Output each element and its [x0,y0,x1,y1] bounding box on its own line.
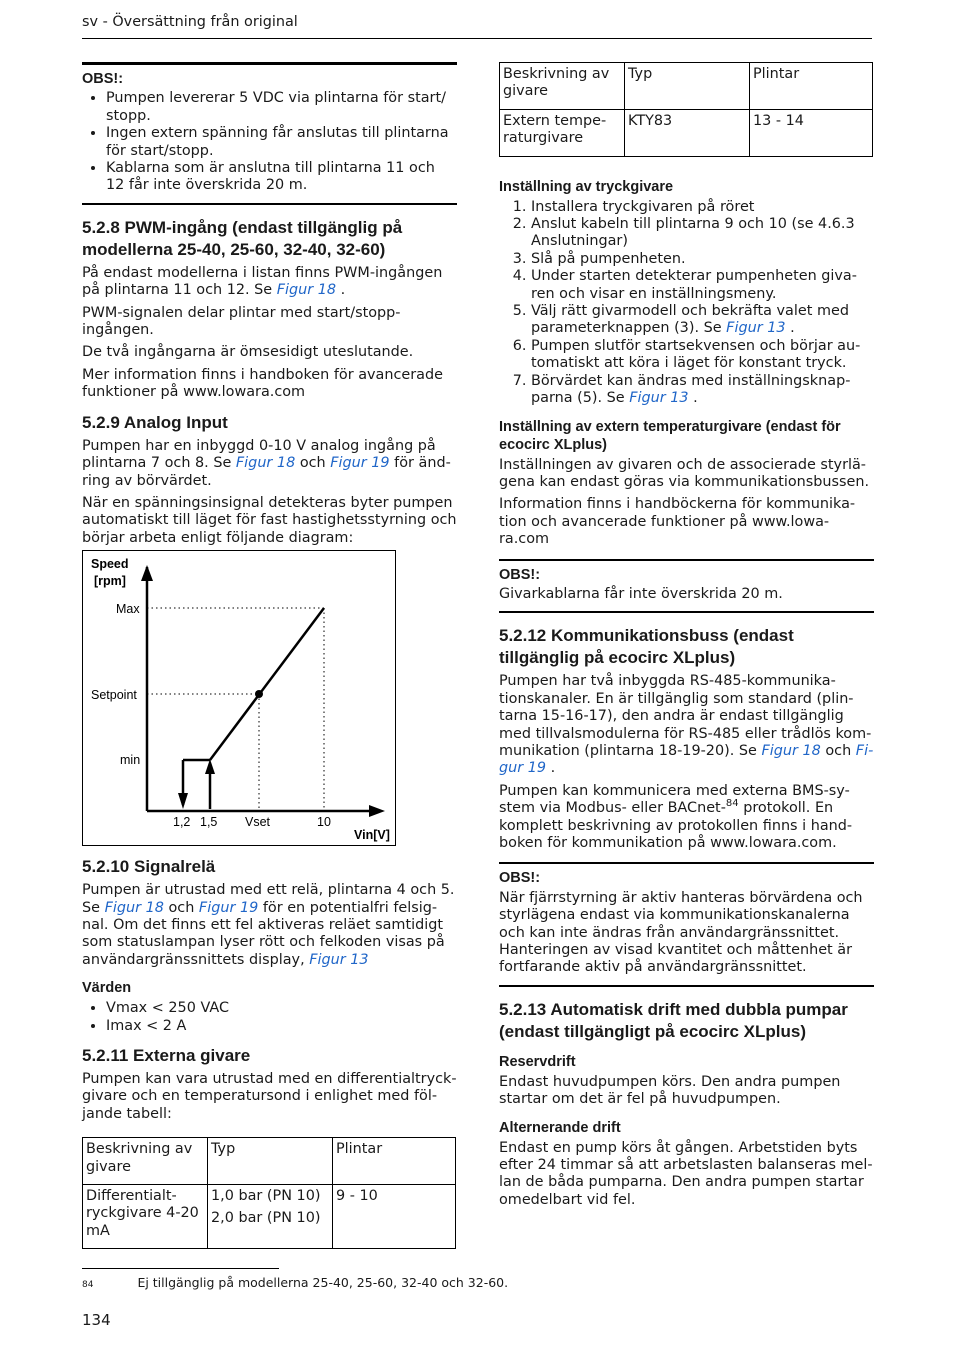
x-tick-vset: Vset [245,815,271,830]
y-tick-max: Max [116,602,140,617]
section-heading-5210: 5.2.10 Signalrelä [82,857,216,877]
header-rule [82,38,872,39]
footnote-ref: 84 [725,798,739,810]
table-header-cell: Plintar [750,63,873,110]
list-item: 3. Slå på pumpenheten. [531,251,874,268]
y-axis-label-2: [rpm] [94,574,126,589]
obs-text: När fjärrstyrning är aktiv hanteras börvärdena och styrlägena endast via kommunikationskanalerna och kan inte ändras från användargränssnittet. Hanteringen av visad kvantitet och måttenhet är fortfarande aktiv på användargränssnittet. [499,889,863,976]
figure-link[interactable]: Fi-gur 19 [499,742,874,777]
table-header-row [83,1138,456,1185]
paragraph: Pumpen är utrustad med ett relä, plintarna 4 och 5. Se Figur 18 och Figur 19 för en potentialfri felsig-nal. Om det finns ett fel aktiveras reläet samtidigt som statuslampan lyser rött och felkoden visas på användargränssnittets display, Figur 13 [82,882,455,968]
x-axis-label: Vin[V] [354,828,390,843]
list-item: 2. Anslut kabeln till plintarna 9 och 10 (se 4.6.3 Anslutningar) [531,216,874,251]
figure-link[interactable]: Figur 19 [330,455,390,472]
table-header-cell: Plintar [333,1138,456,1185]
list-item: • Imax < 2 A [106,1018,457,1035]
temp-sensor-table [499,62,873,157]
paragraph: Pumpen har en inbyggd 0-10 V analog ingång på plintarna 7 och 8. Se Figur 18 och Figur 19 för änd-ring av börvärdet. [82,437,451,489]
paragraph: Endast huvudpumpen körs. Den andra pumpen startar om det är fel på huvudpumpen. [499,1073,841,1108]
table-header-cell: Beskrivning av givare [500,63,625,110]
obs-text: Givarkablarna får inte överskrida 20 m. [499,585,783,602]
paragraph: PWM-signalen delar plintar med start/stopp-ingången. [82,304,401,339]
obs-title: OBS!: [82,71,124,87]
list-item: • Ingen extern spänning får anslutas till plintarna för start/stopp. [106,125,457,160]
list-item: • Pumpen levererar 5 VDC via plintarna för start/ stopp. [106,90,457,125]
chart-svg [83,551,395,845]
table-cell: 13 - 14 [750,109,873,156]
table-header-cell: Typ [208,1138,333,1185]
section-heading-5213: 5.2.13 Automatisk drift med dubbla pumpar (endast tillgängligt på ecocirc XLplus) [499,999,848,1041]
obs-note-1 [82,62,457,205]
table-header-cell: Typ [625,63,750,110]
section-heading-529: 5.2.9 Analog Input [82,412,228,432]
footnote [82,1274,508,1294]
figure-link[interactable]: Figur 18 [276,282,337,299]
x-tick-10: 10 [317,815,331,830]
table-header-cell: Beskrivning av givare [83,1138,208,1185]
paragraph: Mer information finns i handboken för avancerade funktioner på www.lowara.com [82,366,443,401]
x-axis-arrow [369,805,385,817]
temp-heading: Inställning av extern temperaturgivare (endast för ecocirc XLplus) [499,418,841,453]
y-axis-arrow [141,565,153,581]
paragraph: De två ingångarna är ömsesidigt uteslutande. [82,344,414,361]
right-column [499,62,874,1214]
x-tick-12: 1,2 [173,815,191,830]
pressure-heading: Inställning av tryckgivare [499,178,674,195]
section-heading-5212: 5.2.12 Kommunikationsbuss (endast tillgänglig på ecocirc XLplus) [499,626,794,668]
table-cell: Extern tempe-raturgivare [500,109,625,156]
off-arrow [178,793,188,809]
y-tick-setpoint: Setpoint [91,688,137,703]
reserve-heading: Reservdrift [499,1053,576,1070]
list-item: 5. Välj rätt givarmodell och bekräfta valet med parameterknappen (3). Se Figur 13 . [531,303,874,338]
list-item: 7. Börvärdet kan ändras med inställningsknap-parna (5). Se Figur 13 . [531,373,874,408]
list-item: 1. Installera tryckgivaren på röret [531,199,874,216]
paragraph: Pumpen kan vara utrustad med en differentialtryck-givare och en temperatursond i enlighet med föl-jande tabell: [82,1070,457,1122]
setpoint-point [255,690,263,698]
paragraph: Pumpen kan kommunicera med externa BMS-sy-stem via Modbus- eller BACnet-$^{84}$ protokoll. En komplett beskrivning av protokollen finns i hand-boken för kommunikation på www.lowara.com. [499,782,853,851]
table-cell: 1,0 bar (PN 10) 2,0 bar (PN 10) [208,1185,333,1249]
paragraph: På endast modellerna i listan finns PWM-ingången på plintarna 11 och 12. Se Figur 18 . [82,264,443,299]
figure-link[interactable]: Figur 18 [761,742,821,759]
list-item: 4. Under starten detekterar pumpenheten giva-ren och visar en inställningsmeny. [531,268,874,303]
figure-link[interactable]: Figur 13 [309,951,369,968]
table-cell: Differentialt-ryckgivare 4-20 mA [83,1185,208,1249]
paragraph: Information finns i handböckerna för kommunika-tion och avancerade funktioner på www.lowa-ra.com [499,496,856,548]
obs-note-2 [499,559,874,614]
section-heading-528: 5.2.8 PWM-ingång (endast tillgänglig på modellerna 25-40, 25-60, 32-40, 32-60) [82,217,403,259]
figure-link[interactable]: Figur 19 [198,899,259,916]
figure-link[interactable]: Figur 18 [104,899,164,916]
page-number: 134 [82,1311,111,1329]
pressure-steps [499,199,874,408]
alt-heading: Alternerande drift [499,1119,621,1136]
section-heading-5211: 5.2.11 Externa givare [82,1045,251,1065]
sensor-table [82,1137,456,1249]
table-row [500,109,873,156]
obs-title: OBS!: [499,870,541,887]
list-item: • Kablarna som är anslutna till plintarna 11 och 12 får inte överskrida 20 m. [106,160,457,195]
speed-ramp-line [210,608,324,760]
figure-link[interactable]: Figur 18 [235,455,296,472]
obs-list [82,90,457,194]
values-heading: Värden [82,980,132,997]
list-item: • Vmax < 250 VAC [106,1000,457,1017]
y-tick-min: min [120,753,141,768]
paragraph: Pumpen har två inbyggda RS-485-kommunika-tionskanaler. En är tillgänglig som standard (plin-tarna 15-16-17), den andra är endast tillgänglig med tillvalsmodulerna för RS-485 eller trådlös kom-munikation (plintarna 18-19-20). Se Figur 18 och Fi-gur 19 . [499,673,874,777]
x-tick-15: 1,5 [200,815,218,830]
list-item: 6. Pumpen slutför startsekvensen och börjar au-tomatiskt att köra i läget för konstant tryck. [531,338,874,373]
y-axis-label-1: Speed [91,557,129,572]
table-cell: 9 - 10 [333,1185,456,1249]
figure-link[interactable]: Figur 13 [726,320,786,337]
footnote-number: 84 [82,1280,94,1290]
figure-link[interactable]: Figur 13 [629,390,689,407]
footnote-text: Ej tillgänglig på modellerna 25-40, 25-60, 32-40 och 32-60. [137,1275,509,1290]
obs-title: OBS!: [499,566,541,583]
speed-vs-voltage-chart [82,550,396,846]
paragraph: Endast en pump körs åt gången. Arbetstiden byts efter 24 timmar så att arbetslasten balanseras mel-lan de båda pumparna. Den andra pumpen startar omedelbart vid fel. [499,1139,873,1208]
table-row [83,1185,456,1249]
page-header: sv - Översättning från original [82,14,298,30]
table-cell: KTY83 [625,109,750,156]
footnote-rule [82,1268,279,1269]
paragraph: När en spänningsinsignal detekteras byter pumpen automatiskt till läget för fast hastighetsstyrning och börjar arbeta enligt följande diagram: [82,494,457,546]
left-column [82,62,457,1249]
paragraph: Inställningen av givaren och de associerade styrlä-gena kan endast göras via kommunikationsbussen. [499,456,870,490]
table-header-row [500,63,873,110]
values-list [82,1000,457,1035]
obs-note-3 [499,862,874,986]
chart-marks [147,608,324,811]
